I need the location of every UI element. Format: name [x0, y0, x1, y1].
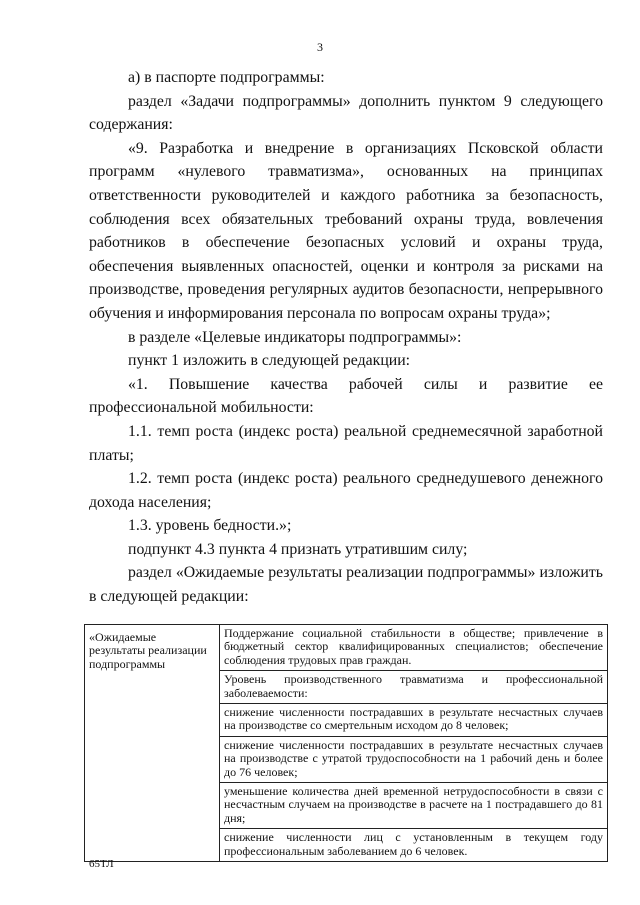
paragraph-item-1-3: 1.3. уровень бедности.»; — [128, 517, 292, 535]
paragraph-subpoint-4-3: подпункт 4.3 пункта 4 признать утратившим силу; — [128, 540, 468, 558]
table-row — [85, 625, 608, 862]
table-label-cell: «Ожидаемые результаты реализации подпрограммы — [85, 625, 220, 862]
table-item: Поддержание социальной стабильности в обществе; привлечение в бюджетный сектор квалифицированных специалистов; обеспечение соблюдения трудовых прав граждан. — [220, 625, 607, 671]
paragraph-item-1-1: 1.1. темп роста (индекс роста) реальной среднемесячной заработной платы; — [89, 422, 603, 464]
table-item: уменьшение количества дней временной нетрудоспособности в связи с несчастным случаем на производстве в расчете на 1 пострадавшего до 81 дня; — [220, 783, 607, 829]
paragraph-task-9: «9. Разработка и внедрение в организациях Псковской области программ «нулевого травматизма», основанных на принципах ответственности руководителей и каждого работника за безопасность, соблюдения всех обязательных требований охраны труда, вовлечения работников в обеспечение безопасных условий и охраны труда, обеспечения выявленных опасностей, оценки и контроля за рисками на производстве, проведения регулярных аудитов безопасности, непрерывного обучения и информирования персонала по вопросам охраны труда»; — [89, 139, 603, 322]
table-item: снижение численности пострадавших в результате несчастных случаев на производстве со смертельным исходом до 8 человек; — [220, 704, 607, 737]
table-item: снижение численности пострадавших в результате несчастных случаев на производстве с утратой трудоспособности на 1 рабочий день и более до 76 человек; — [220, 737, 607, 783]
paragraph-passport: а) в паспорте подпрограммы: — [128, 69, 325, 86]
table-content-cell — [220, 625, 608, 862]
page-number: 3 — [317, 40, 323, 54]
expected-results-table — [84, 624, 608, 862]
paragraph-item-1: «1. Повышение качества рабочей силы и развитие ее профессиональной мобильности: — [89, 375, 603, 417]
table-item: Уровень производственного травматизма и профессиональной заболеваемости: — [220, 671, 607, 704]
paragraph-indicators-section: в разделе «Целевые индикаторы подпрограммы»: — [128, 328, 462, 346]
paragraph-results-section: раздел «Ожидаемые результаты реализации подпрограммы» изложить в следующей редакции: — [89, 564, 603, 606]
paragraph-tasks-section: раздел «Задачи подпрограммы» дополнить пунктом 9 следующего содержания: — [89, 92, 603, 134]
table-item: снижение численности лиц с установленным в текущем году профессиональным заболеванием до 6 человек. — [224, 830, 603, 858]
document-body — [89, 66, 603, 609]
paragraph-point-1: пункт 1 изложить в следующей редакции: — [128, 352, 411, 370]
paragraph-item-1-2: 1.2. темп роста (индекс роста) реального среднедушевого денежного дохода населения; — [89, 470, 603, 511]
footer-code: 65ТЛ — [89, 858, 114, 870]
